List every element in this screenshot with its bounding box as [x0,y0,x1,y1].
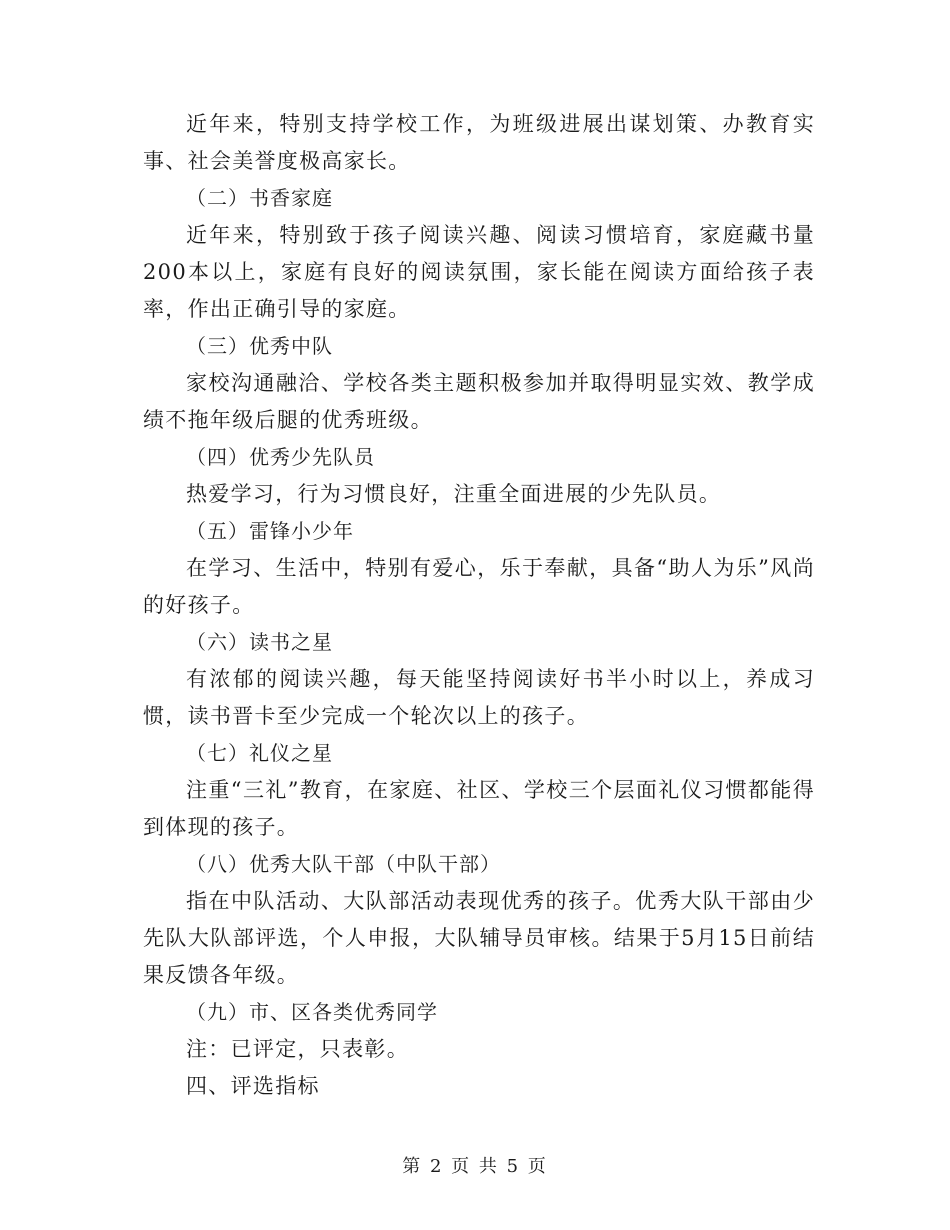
section-title-4: 四、评选指标 [186,1074,320,1098]
paragraph-2: 近年来，特别致于孩子阅读兴趣、阅读习惯培育，家庭藏书量200本以上，家庭有良好的阅读氛围，家长能在阅读方面给孩子表率，作出正确引导的家庭。 [143,223,815,321]
section-heading-7: （七）礼仪之星 [186,741,333,765]
paragraph-5: 在学习、生活中，特别有爱心，乐于奉献，具备“助人为乐”风尚的好孩子。 [143,556,815,617]
section-heading-5: （五）雷锋小少年 [186,519,354,543]
paragraph-7: 注重“三礼”教育，在家庭、社区、学校三个层面礼仪习惯都能得到体现的孩子。 [143,778,815,839]
section-heading-2: （二）书香家庭 [186,186,333,210]
page-number-footer: 第 2 页 共 5 页 [402,1156,548,1177]
section-heading-9: （九）市、区各类优秀同学 [186,1000,438,1024]
paragraph-3: 家校沟通融洽、学校各类主题积极参加并取得明显实效、教学成绩不拖年级后腿的优秀班级。 [143,371,815,432]
paragraph-1: 近年来，特别支持学校工作，为班级进展出谋划策、办教育实事、社会美誉度极高家长。 [143,112,815,173]
paragraph-6: 有浓郁的阅读兴趣，每天能坚持阅读好书半小时以上，养成习惯，读书晋卡至少完成一个轮次以上的孩子。 [143,667,815,728]
section-heading-4: （四）优秀少先队员 [186,445,375,469]
paragraph-4: 热爱学习，行为习惯良好，注重全面进展的少先队员。 [186,482,722,506]
note-paragraph: 注：已评定，只表彰。 [186,1037,409,1061]
section-heading-6: （六）读书之星 [186,630,333,654]
section-heading-8: （八）优秀大队干部（中队干部） [186,852,501,876]
section-heading-3: （三）优秀中队 [186,334,333,358]
document-body [143,106,815,1105]
paragraph-8: 指在中队活动、大队部活动表现优秀的孩子。优秀大队干部由少先队大队部评选，个人申报，大队辅导员审核。结果于5月15日前结果反馈各年级。 [143,889,815,987]
